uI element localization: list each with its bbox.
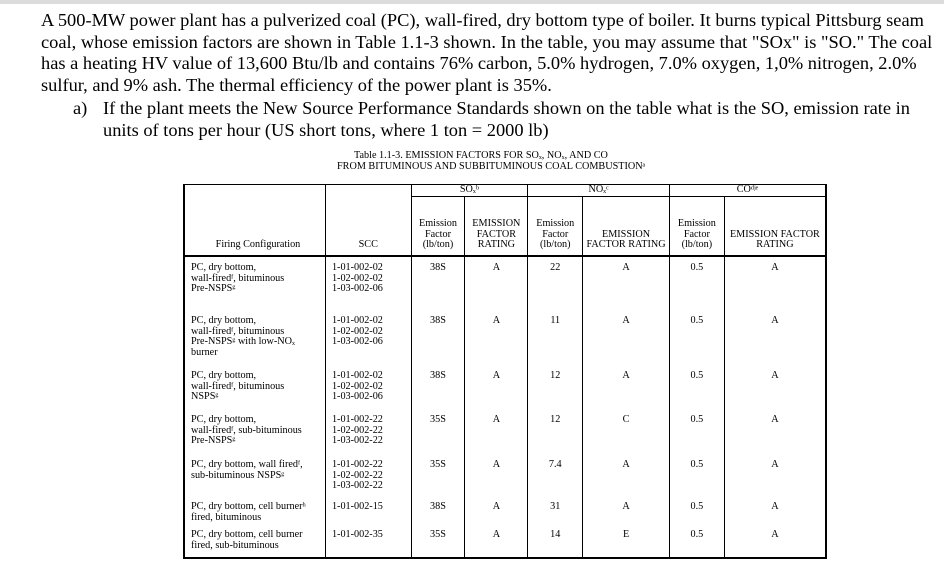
co-ef-cell: 0.5 [669, 409, 724, 454]
co-ef-cell: 0.5 [669, 454, 724, 496]
table-caption-line1: Table 1.1-3. EMISSION FACTORS FOR SOₓ, NOₓ, AND CO [354, 150, 608, 161]
scc-code: 1-03-002-22 [331, 435, 383, 447]
co-rating-cell: A [724, 256, 826, 310]
firing-config-line: PC, dry bottom, [191, 315, 257, 326]
firing-config-line: PC, dry bottom, wall firedᶠ, [191, 459, 303, 470]
scc-code: 1-02-002-22 [331, 424, 383, 436]
firing-config-cell [184, 496, 325, 524]
nox-ef-cell: 22 [528, 256, 583, 310]
sox-rating-cell: A [465, 496, 528, 524]
firing-config-line: PC, dry bottom, cell burner [191, 529, 303, 540]
sox-ef-header: Emission Factor (lb/ton) [411, 197, 465, 257]
firing-config-cell [184, 310, 325, 365]
nox-ef-header: Emission Factor (lb/ton) [528, 197, 583, 257]
scc-code: 1-02-002-22 [331, 469, 383, 481]
firing-config-line: PC, dry bottom, [191, 414, 257, 425]
scc-code: 1-01-002-15 [331, 501, 383, 512]
top-border [0, 0, 944, 4]
sox-rating-cell: A [465, 454, 528, 496]
nox-rating-cell: A [583, 310, 670, 365]
firing-config-line: Pre-NSPSᵍ [191, 283, 236, 295]
problem-text: A 500-MW power plant has a pulverized coal (PC), wall-fired, dry bottom type of boiler. It burns typical Pittsburg seam coal, whose emission factors are shown in Table 1.1-3 shown. In the table, you may assume that "SOx" is "SO." The coal has a heating HV value of 13,600 Btu/lb and contains 76% carbon, 5.0% hydrogen, 7.0% oxygen, 1,0% nitrogen, 2.0% sulfur, and 9% ash. The thermal efficiency of the power plant is 35%. [41, 10, 933, 95]
table-row [184, 365, 826, 409]
firing-config-line: PC, dry bottom, [191, 262, 257, 273]
scc-code: 1-03-002-22 [331, 480, 383, 492]
firing-config-cell [184, 524, 325, 558]
sox-rating-header: EMISSION FACTOR RATING [465, 197, 528, 257]
firing-config-line: Pre-NSPSᵍ [191, 435, 236, 447]
scc-code: 1-02-002-02 [331, 380, 383, 392]
firing-config-line: wall-firedᶠ, bituminous [191, 380, 285, 392]
firing-config-cell [184, 365, 325, 409]
scc-code: 1-01-002-02 [331, 262, 383, 273]
firing-config-line: NSPSᵍ [191, 391, 219, 403]
sox-ef-cell: 35S [411, 454, 465, 496]
sox-ef-cell: 38S [411, 310, 465, 365]
scc-code: 1-01-002-02 [331, 370, 383, 381]
nox-ef-cell: 11 [528, 310, 583, 365]
question-label: a) [73, 98, 88, 118]
firing-config-line: fired, sub-bituminous [191, 539, 279, 551]
firing-config-line: fired, bituminous [191, 511, 262, 523]
scc-code: 1-01-002-35 [331, 529, 383, 540]
firing-config-header: Firing Configuration [184, 197, 325, 257]
co-ef-header: Emission Factor (lb/ton) [669, 197, 724, 257]
sox-ef-cell: 35S [411, 524, 465, 558]
nox-rating-cell: E [583, 524, 670, 558]
scc-cell [325, 310, 411, 365]
table-row [184, 256, 826, 310]
co-rating-header: EMISSION FACTOR RATING [724, 197, 826, 257]
nox-ef-cell: 12 [528, 409, 583, 454]
co-rating-cell: A [724, 365, 826, 409]
firing-config-cell [184, 454, 325, 496]
firing-config-line: wall-firedᶠ, bituminous [191, 272, 285, 284]
firing-config-line: burner [191, 346, 218, 358]
co-rating-cell: A [724, 409, 826, 454]
sox-group-header: SOₓᵇ [459, 184, 479, 195]
co-rating-cell: A [724, 524, 826, 558]
co-ef-cell: 0.5 [669, 310, 724, 365]
scc-code: 1-01-002-22 [331, 459, 383, 470]
co-ef-cell: 0.5 [669, 496, 724, 524]
scc-code: 1-03-002-06 [331, 391, 383, 403]
column-header-row [184, 197, 826, 257]
nox-group-header: NOₓᶜ [588, 184, 609, 195]
firing-config-line: wall-firedᶠ, sub-bituminous [191, 424, 302, 436]
co-rating-cell: A [724, 454, 826, 496]
table-row [184, 454, 826, 496]
sox-rating-cell: A [465, 256, 528, 310]
sox-ef-cell: 38S [411, 365, 465, 409]
co-rating-cell: A [724, 310, 826, 365]
co-ef-cell: 0.5 [669, 524, 724, 558]
nox-ef-cell: 14 [528, 524, 583, 558]
sox-rating-cell: A [465, 524, 528, 558]
scc-code: 1-02-002-02 [331, 272, 383, 284]
nox-rating-cell: A [583, 365, 670, 409]
scc-code: 1-01-002-02 [331, 315, 383, 326]
firing-config-line: Pre-NSPSᵍ with low-NOₓ [191, 336, 295, 348]
scc-cell [325, 496, 411, 524]
question-text: If the plant meets the New Source Performance Standards shown on the table what is the SO, emission rate in units of tons per hour (US short tons, where 1 ton = 2000 lb) [103, 98, 910, 140]
co-rating-cell: A [724, 496, 826, 524]
firing-config-line: PC, dry bottom, cell burnerʰ [191, 501, 306, 512]
table-row [184, 496, 826, 524]
problem-statement [41, 10, 936, 96]
scc-cell [325, 409, 411, 454]
emission-factors-table [183, 184, 827, 559]
nox-ef-cell: 31 [528, 496, 583, 524]
scc-cell [325, 256, 411, 310]
sox-ef-cell: 38S [411, 256, 465, 310]
scc-code: 1-02-002-02 [331, 325, 383, 337]
nox-ef-cell: 12 [528, 365, 583, 409]
scc-code: 1-01-002-22 [331, 414, 383, 425]
scc-cell [325, 524, 411, 558]
table-caption-line2: FROM BITUMINOUS AND SUBBITUMINOUS COAL COMBUSTIONᵃ [337, 161, 646, 172]
nox-rating-cell: A [583, 454, 670, 496]
nox-ef-cell: 7.4 [528, 454, 583, 496]
scc-cell [325, 365, 411, 409]
firing-config-line: sub-bituminous NSPSᵍ [191, 469, 285, 481]
table-row [184, 409, 826, 454]
scc-header: SCC [325, 197, 411, 257]
sox-rating-cell: A [465, 409, 528, 454]
firing-config-cell [184, 256, 325, 310]
firing-config-cell [184, 409, 325, 454]
firing-config-line: PC, dry bottom, [191, 370, 257, 381]
group-header-row [184, 185, 826, 197]
scc-code: 1-03-002-06 [331, 283, 383, 295]
sox-rating-cell: A [465, 365, 528, 409]
scc-cell [325, 454, 411, 496]
sox-ef-cell: 35S [411, 409, 465, 454]
co-ef-cell: 0.5 [669, 256, 724, 310]
table-body [184, 185, 826, 559]
co-ef-cell: 0.5 [669, 365, 724, 409]
nox-rating-cell: A [583, 256, 670, 310]
sox-rating-cell: A [465, 310, 528, 365]
table-row [184, 524, 826, 558]
table-row [184, 310, 826, 365]
scc-code: 1-03-002-06 [331, 336, 383, 348]
nox-rating-cell: C [583, 409, 670, 454]
sox-ef-cell: 38S [411, 496, 465, 524]
nox-rating-cell: A [583, 496, 670, 524]
co-group-header: COᵈʲᵉ [736, 184, 759, 195]
nox-rating-header: EMISSION FACTOR RATING [583, 197, 670, 257]
firing-config-line: wall-firedᶠ, bituminous [191, 325, 285, 337]
